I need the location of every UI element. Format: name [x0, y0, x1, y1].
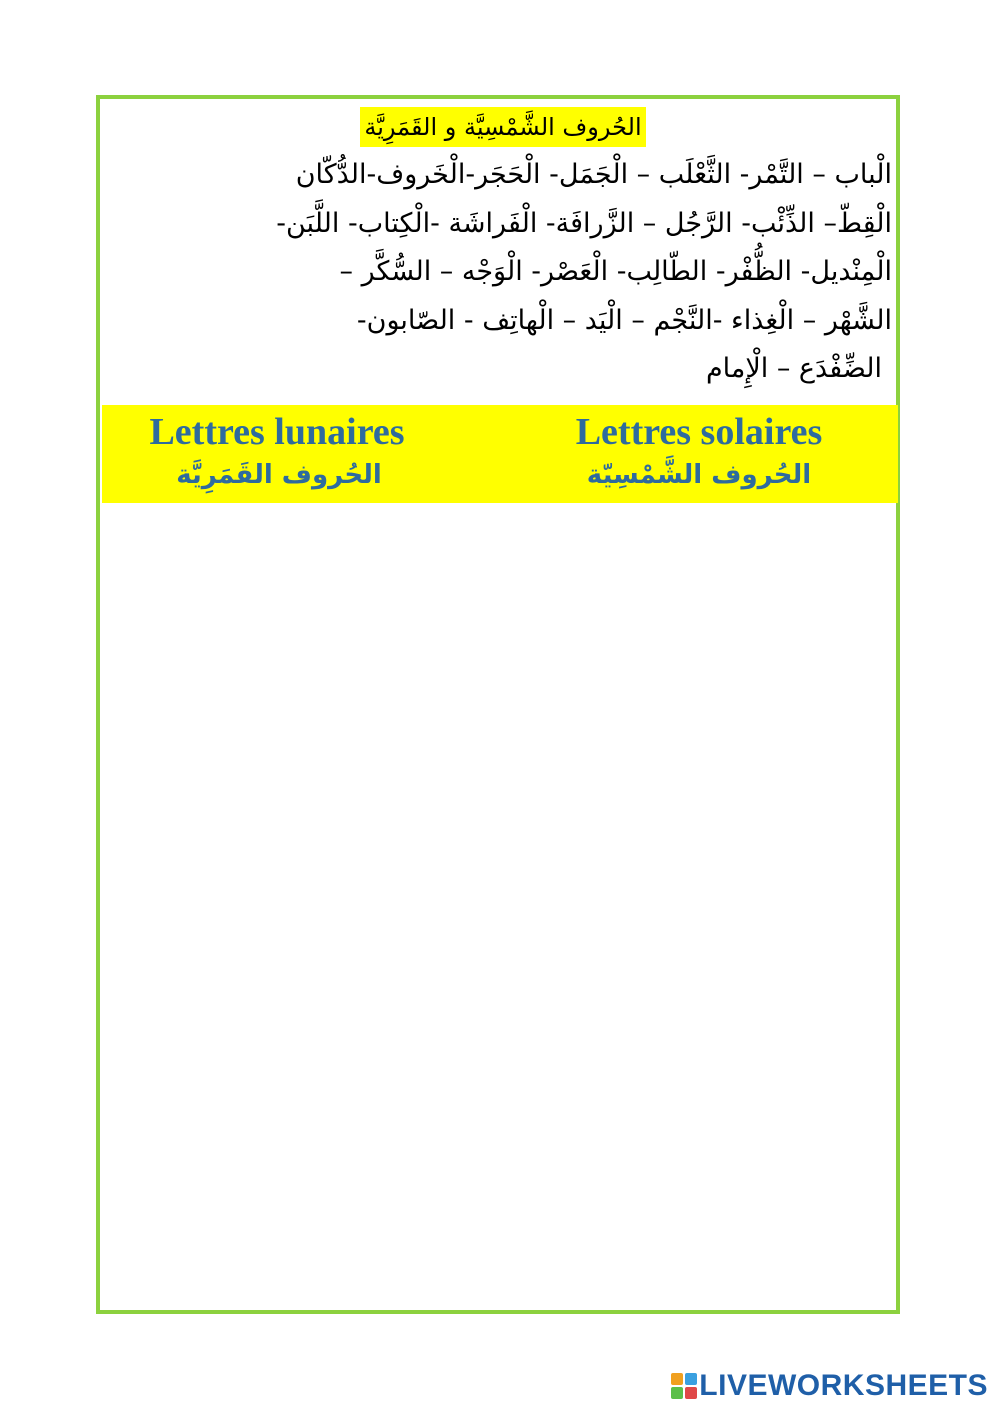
solar-letters-column[interactable]: [500, 405, 898, 503]
solar-letters-heading-fr: Lettres solaires: [575, 411, 823, 453]
title-wrap: [100, 107, 896, 147]
worksheet-title: الحُروف الشَّمْسِيَّة و القَمَرِيَّة: [360, 107, 645, 147]
word-line: الضِّفْدَع – الْإِمام: [705, 353, 882, 384]
lunar-letters-heading-ar: الحُروف القَمَرِيَّة: [176, 460, 382, 490]
solar-letters-heading-ar: الحُروف الشَّمْسِيّة: [586, 460, 812, 490]
worksheet-frame: [96, 95, 900, 1314]
word-line: الْباب – التَّمْر- الثَّعْلَب – الْجَمَل- الْحَجَر-الْخَروف-الدُّكّان: [295, 159, 892, 190]
column-headings-banner: [102, 405, 898, 503]
lunar-letters-column[interactable]: [102, 405, 500, 503]
word-line: الْمِنْديل- الظُّفْر- الطّالِب- الْعَصْر- الْوَجْه – السُّكَّر –: [339, 256, 892, 287]
word-list: [124, 151, 892, 394]
word-line: الْقِطّ– الذِّئْب- الرَّجُل – الزَّرافَة- الْفَراشَة -الْكِتاب- اللَّبَن-: [276, 207, 892, 239]
lunar-letters-heading-fr: Lettres lunaires: [149, 411, 405, 453]
liveworksheets-logo-icon: [671, 1373, 697, 1399]
word-line: الشَّهْر – الْغِذاء -النَّجْم – الْيَد – الْهاتِف - الصّابون-: [356, 304, 892, 336]
liveworksheets-logo: [671, 1368, 988, 1404]
logo-text: LIVEWORKSHEETS: [699, 1369, 988, 1402]
